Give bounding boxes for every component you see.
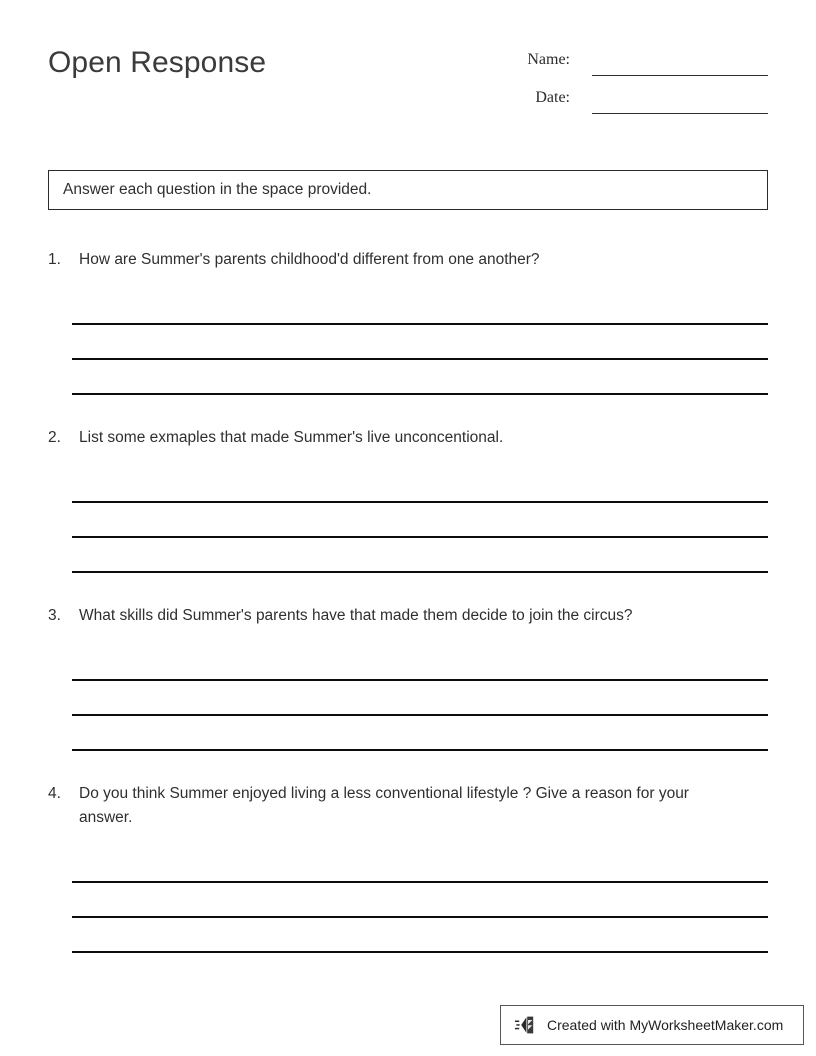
answer-line[interactable] <box>72 538 768 573</box>
answer-line[interactable] <box>72 325 768 360</box>
answer-area[interactable] <box>72 848 768 953</box>
answer-line[interactable] <box>72 918 768 953</box>
date-field-input-line[interactable] <box>592 113 768 114</box>
worksheet-header <box>48 44 768 124</box>
date-field-row <box>516 88 768 126</box>
question-heading <box>48 426 768 450</box>
answer-line[interactable] <box>72 883 768 918</box>
question-text: Do you think Summer enjoyed living a less conventional lifestyle ? Give a reason for your answer. <box>79 785 689 826</box>
question-number: 1. <box>48 251 61 268</box>
name-date-fields <box>516 50 768 126</box>
answer-line[interactable] <box>72 360 768 395</box>
answer-line[interactable] <box>72 468 768 503</box>
question-block <box>48 248 768 395</box>
question-text: List some exmaples that made Summer's live unconcentional. <box>79 429 504 446</box>
answer-line[interactable] <box>72 646 768 681</box>
answer-area[interactable] <box>72 646 768 751</box>
answer-line[interactable] <box>72 848 768 883</box>
question-number: 4. <box>48 785 61 802</box>
answer-area[interactable] <box>72 468 768 573</box>
footer-badge[interactable] <box>500 1005 804 1045</box>
name-field-row <box>516 50 768 88</box>
answer-line[interactable] <box>72 290 768 325</box>
question-block <box>48 782 768 953</box>
question-text: What skills did Summer's parents have that made them decide to join the circus? <box>79 607 633 624</box>
page-title: Open Response <box>48 46 267 79</box>
question-block <box>48 426 768 573</box>
questions-list <box>48 248 768 953</box>
question-heading <box>48 782 768 830</box>
footer-credit-text: Created with MyWorksheetMaker.com <box>547 1017 784 1033</box>
answer-line[interactable] <box>72 716 768 751</box>
answer-area[interactable] <box>72 290 768 395</box>
answer-line[interactable] <box>72 503 768 538</box>
directions-text: Answer each question in the space provided. <box>63 181 372 198</box>
question-number: 3. <box>48 607 61 624</box>
directions-box <box>48 170 768 210</box>
worksheet-maker-logo-icon <box>515 1014 537 1036</box>
answer-line[interactable] <box>72 681 768 716</box>
question-heading <box>48 604 768 628</box>
question-block <box>48 604 768 751</box>
question-number: 2. <box>48 429 61 446</box>
name-field-input-line[interactable] <box>592 75 768 76</box>
question-text: How are Summer's parents childhood'd different from one another? <box>79 251 540 268</box>
name-field-label: Name: <box>527 51 570 68</box>
question-heading <box>48 248 768 272</box>
date-field-label: Date: <box>535 89 570 106</box>
